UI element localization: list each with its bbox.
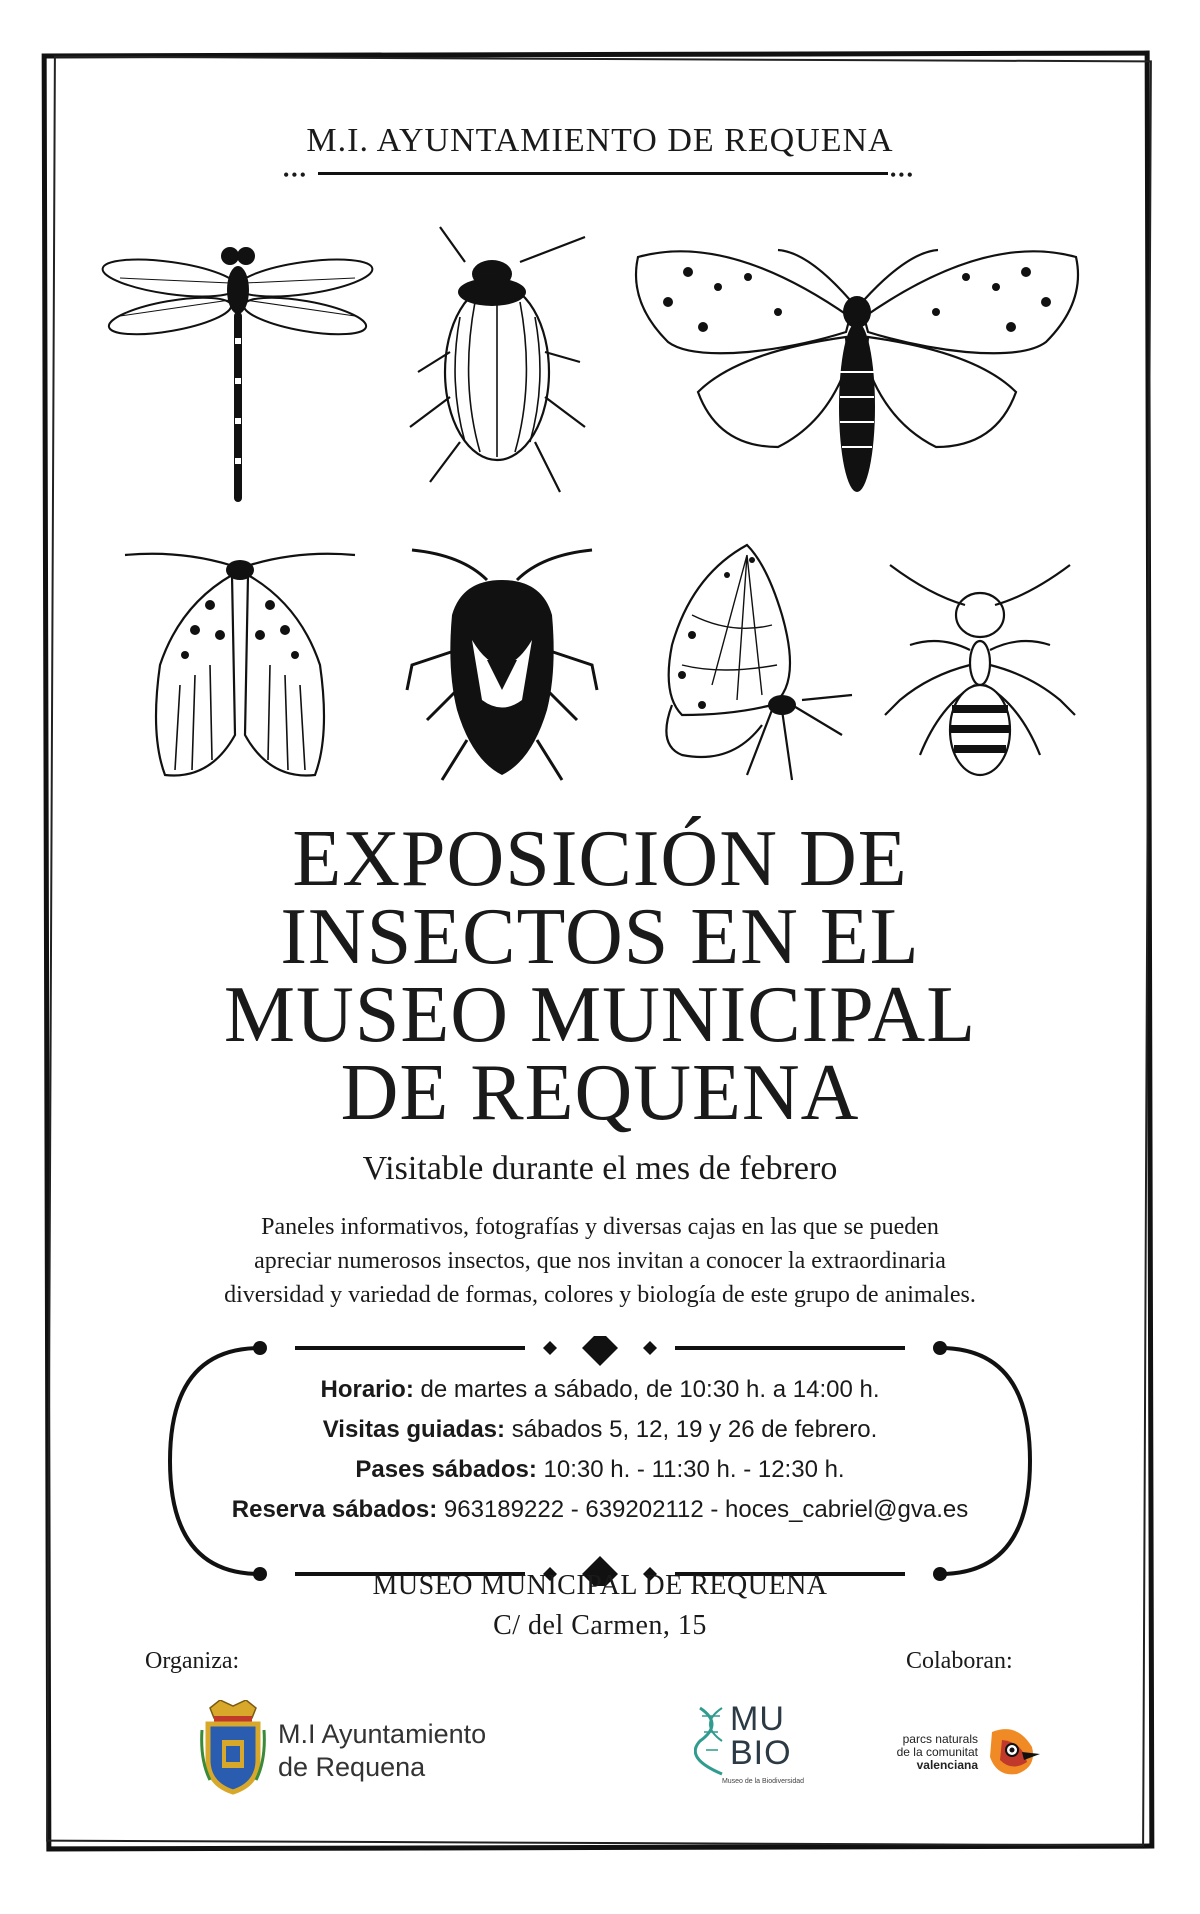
info-pases [0,1450,1200,1490]
venue-address: C/ del Carmen, 15 [493,1610,707,1641]
moth-illustration [628,232,1086,500]
horario-label: Horario: [320,1376,414,1403]
ayuntamiento-line-1: M.I Ayuntamiento [278,1719,487,1749]
dna-icon [694,1706,728,1776]
tiger-moth-illustration [120,535,360,785]
parcs-line-2: de la comunitat [896,1745,978,1759]
organization-header [0,122,1200,185]
header-ornament-left: ••• [283,165,308,185]
coat-of-arms-icon [200,1700,266,1796]
pases-value: 10:30 h. - 11:30 h. - 12:30 h. [543,1456,845,1483]
title-line-1: EXPOSICIÓN DE [292,815,908,903]
title-line-4: DE REQUENA [340,1049,860,1137]
visit-info [0,1370,1200,1530]
organization-name: M.I. AYUNTAMIENTO DE REQUENA [306,122,894,159]
header-ornament-right: ••• [890,165,915,185]
info-visitas [0,1410,1200,1450]
description [140,1210,1060,1312]
mubio-subtitle: Museo de la Biodiversidad [721,1778,805,1785]
ant-illustration [880,555,1080,785]
reserva-value: 963189222 - 639202112 - hoces_cabriel@gva.es [443,1496,969,1523]
info-reserva [0,1490,1200,1530]
venue [0,1566,1200,1646]
ayuntamiento-line-2: de Requena [278,1752,426,1782]
parcs-naturals-bird-icon [982,1722,1042,1782]
visitas-value: sábados 5, 12, 19 y 26 de febrero. [511,1416,878,1443]
parcs-line-1: parcs naturals [902,1732,978,1746]
title-line-3: MUSEO MUNICIPAL [223,971,977,1059]
description-line-3: diversidad y variedad de formas, colores y biología de este grupo de animales. [224,1282,976,1308]
ayuntamiento-logo-text [278,1718,486,1784]
dragonfly-illustration [100,228,375,508]
shield-bug-illustration [402,540,602,790]
organiza-label: Organiza: [145,1648,240,1674]
exhibition-title [0,815,1200,1137]
butterfly-illustration [652,535,862,790]
colaboran-label: Colaboran: [906,1648,1013,1674]
subtitle: Visitable durante el mes de febrero [362,1150,838,1187]
mubio-logo [690,1700,810,1790]
title-line-2: INSECTOS EN EL [280,893,920,981]
reserva-label: Reserva sábados: [231,1496,438,1523]
description-line-2: apreciar numerosos insectos, que nos invitan a conocer la extraordinaria [254,1248,946,1274]
visitas-label: Visitas guiadas: [322,1416,506,1443]
horario-value: de martes a sábado, de 10:30 h. a 14:00 h. [420,1376,880,1403]
description-line-1: Paneles informativos, fotografías y diversas cajas en las que se pueden [261,1214,939,1240]
parcs-line-3: valenciana [916,1758,978,1772]
mubio-bio-text: BIO [730,1734,792,1772]
header-rule [318,172,888,175]
pases-label: Pases sábados: [355,1456,537,1483]
mubio-mu-text: MU [730,1700,785,1738]
venue-name: MUSEO MUNICIPAL DE REQUENA [372,1570,828,1601]
parcs-naturals-logo-text [858,1733,978,1772]
beetle-illustration [400,222,595,507]
info-horario [0,1370,1200,1410]
